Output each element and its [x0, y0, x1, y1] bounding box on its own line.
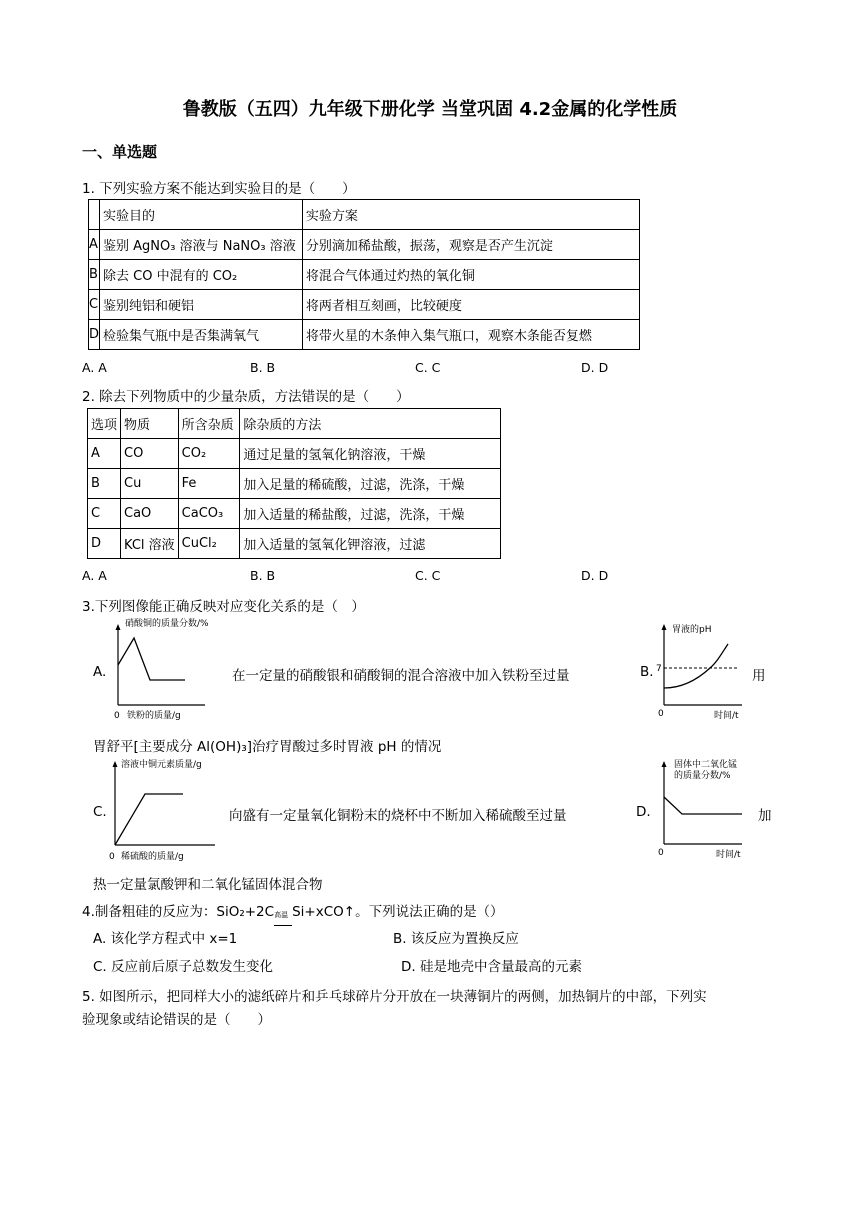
table-cell: 将带火星的木条伸入集气瓶口，观察木条能否复燃	[302, 320, 639, 350]
question-5-stem-line-2: 验现象或结论错误的是（ ）	[82, 1012, 271, 1028]
option-a[interactable]: A. A	[82, 360, 107, 375]
table-row	[88, 439, 501, 469]
table-cell: 实验目的	[100, 200, 303, 230]
table-cell: CaO	[121, 499, 179, 529]
graph-d-xlabel: 时间/t	[716, 850, 741, 860]
table-cell: CaCO₃	[178, 499, 240, 529]
section-heading: 一、单选题	[82, 143, 158, 161]
table-cell: 除杂质的方法	[240, 409, 501, 439]
table-cell: CO₂	[178, 439, 240, 469]
graph-d-ylabel-1: 固体中二氧化锰	[674, 760, 738, 770]
table-cell: 通过足量的氢氧化钠溶液，干燥	[240, 439, 501, 469]
table-cell: 除去 CO 中混有的 CO₂	[100, 260, 303, 290]
option-a[interactable]: A. 该化学方程式中 x=1	[93, 931, 238, 947]
graph-d-ylabel-2: 的质量分数/%	[674, 771, 731, 781]
option-d-text: 热一定量氯酸钾和二氧化锰固体混合物	[93, 877, 323, 893]
table-cell: 加入适量的氢氧化钾溶液，过滤	[240, 529, 501, 559]
table-header-row	[88, 409, 501, 439]
table-row	[89, 230, 640, 260]
question-5-stem-line-1: 5. 如图所示，把同样大小的滤纸碎片和乒乓球碎片分开放在一块薄铜片的两侧，加热铜片的中部，下列实	[82, 989, 707, 1005]
option-d-letter[interactable]: D.	[636, 804, 651, 820]
option-a[interactable]: A. A	[82, 568, 107, 583]
graph-c-ylabel: 溶液中铜元素质量/g	[121, 760, 202, 770]
table-cell: A	[88, 439, 121, 469]
question-2-options	[82, 568, 782, 586]
table-cell: 所含杂质	[178, 409, 240, 439]
question-4-stem	[82, 900, 504, 920]
reaction-condition: 高温	[274, 911, 289, 919]
question-4-options	[93, 927, 793, 977]
table-cell: 加入适量的稀盐酸，过滤，洗涤，干燥	[240, 499, 501, 529]
table-row	[88, 529, 501, 559]
table-cell: D	[88, 529, 121, 559]
graph-c	[105, 757, 220, 861]
option-c[interactable]: C. 反应前后原子总数发生变化	[93, 959, 274, 975]
table-cell: A	[89, 230, 100, 260]
table-cell: 鉴别 AgNO₃ 溶液与 NaNO₃ 溶液	[100, 230, 303, 260]
graph-a-xlabel: 铁粉的质量/g	[127, 711, 181, 721]
equation-left: 4.制备粗硅的反应为：SiO₂+2C	[82, 904, 275, 920]
question-2-table	[87, 408, 501, 559]
graph-b-xlabel: 时间/t	[714, 711, 739, 721]
question-3-stem: 3.下列图像能正确反映对应变化关系的是（ ）	[82, 599, 365, 615]
table-cell: B	[88, 469, 121, 499]
option-b[interactable]: B. 该反应为置换反应	[393, 931, 519, 947]
graph-a-ylabel: 硝酸铜的质量分数/%	[125, 619, 209, 629]
table-cell: 加入足量的稀硫酸，过滤，洗涤，干燥	[240, 469, 501, 499]
question-1-stem: 1. 下列实验方案不能达到实验目的是（ ）	[82, 181, 356, 197]
table-cell: D	[89, 320, 100, 350]
table-cell: 检验集气瓶中是否集满氧气	[100, 320, 303, 350]
graph-b-origin: 0	[658, 709, 664, 719]
table-cell: 将两者相互刻画，比较硬度	[302, 290, 639, 320]
table-row	[89, 320, 640, 350]
graph-c-origin: 0	[109, 852, 115, 862]
table-cell: Fe	[178, 469, 240, 499]
table-header-row	[89, 200, 640, 230]
table-cell: C	[89, 290, 100, 320]
table-cell: 选项	[88, 409, 121, 439]
option-a-letter[interactable]: A.	[93, 664, 107, 680]
table-row	[89, 260, 640, 290]
option-b-letter[interactable]: B.	[640, 664, 654, 680]
option-c-text: 向盛有一定量氧化铜粉末的烧杯中不断加入稀硫酸至过量	[229, 808, 567, 824]
graph-a	[105, 620, 215, 720]
graph-d-origin: 0	[658, 848, 664, 858]
page-title: 鲁教版（五四）九年级下册化学 当堂巩固 4.2金属的化学性质	[182, 99, 678, 120]
option-b[interactable]: B. B	[250, 360, 276, 375]
graph-a-origin: 0	[114, 711, 120, 721]
option-d-text-start: 加	[758, 808, 772, 824]
table-cell: 实验方案	[302, 200, 639, 230]
graph-b-ylabel: 胃液的pH	[672, 625, 712, 635]
table-cell: CuCl₂	[178, 529, 240, 559]
table-row	[88, 499, 501, 529]
question-1-options	[82, 360, 782, 378]
graph-b	[652, 620, 752, 720]
graph-c-xlabel: 稀硫酸的质量/g	[121, 852, 184, 862]
table-row	[88, 469, 501, 499]
graph-d	[652, 757, 752, 861]
table-cell: 鉴别纯铝和硬铝	[100, 290, 303, 320]
table-cell: Cu	[121, 469, 179, 499]
option-d[interactable]: D. D	[581, 360, 609, 375]
table-cell: C	[88, 499, 121, 529]
table-cell: 将混合气体通过灼热的氧化铜	[302, 260, 639, 290]
option-a-text: 在一定量的硝酸银和硝酸铜的混合溶液中加入铁粉至过量	[232, 668, 570, 684]
table-cell: 物质	[121, 409, 179, 439]
table-cell: 分别滴加稀盐酸，振荡，观察是否产生沉淀	[302, 230, 639, 260]
option-d[interactable]: D. 硅是地壳中含量最高的元素	[401, 959, 582, 975]
option-b-text-start: 用	[752, 668, 766, 684]
question-2-stem: 2. 除去下列物质中的少量杂质，方法错误的是（ ）	[82, 389, 410, 405]
option-c[interactable]: C. C	[415, 360, 441, 375]
table-cell	[89, 200, 100, 230]
option-b-text: 胃舒平[主要成分 Al(OH)₃]治疗胃酸过多时胃液 pH 的情况	[93, 739, 442, 755]
table-cell: B	[89, 260, 100, 290]
table-cell: CO	[121, 439, 179, 469]
option-b[interactable]: B. B	[250, 568, 276, 583]
option-c-letter[interactable]: C.	[93, 804, 107, 820]
table-cell: KCl 溶液	[121, 529, 179, 559]
question-1-table	[88, 199, 640, 350]
option-c[interactable]: C. C	[415, 568, 441, 583]
graph-b-tick: 7	[656, 664, 662, 674]
equation-right: Si+xCO↑。下列说法正确的是（）	[292, 904, 504, 920]
table-row	[89, 290, 640, 320]
option-d[interactable]: D. D	[581, 568, 609, 583]
